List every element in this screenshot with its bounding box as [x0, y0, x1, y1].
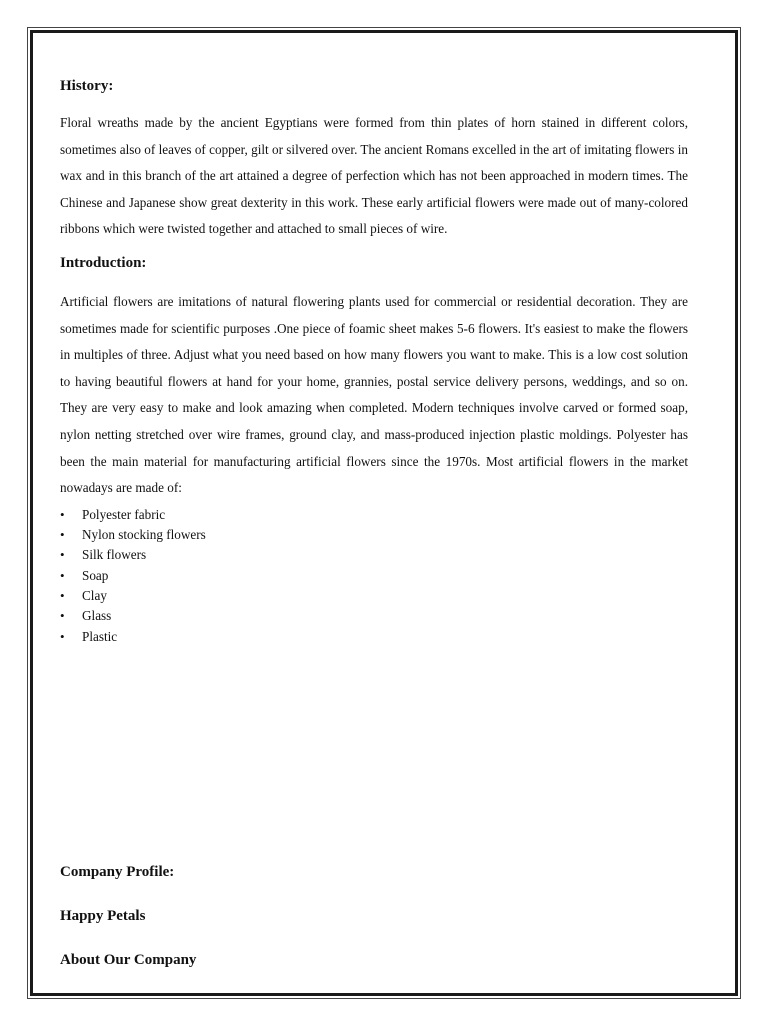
company-section: [60, 862, 196, 994]
list-item: • Glass: [60, 606, 688, 626]
list-item: • Nylon stocking flowers: [60, 525, 688, 545]
about-company-heading: About Our Company: [60, 952, 197, 968]
history-heading: History:: [60, 78, 114, 94]
company-name: Happy Petals: [60, 908, 146, 924]
introduction-paragraph: Artificial flowers are imitations of natural flowering plants used for commercial or residential decoration. They are sometimes made for scientific purposes .One piece of foamic sheet makes 5-6 flowers. It's easiest to make the flowers in multiples of three. Adjust what you need based on how many flowers you want to make. This is a low cost solution to having beautiful flowers at hand for your home, grannies, postal service delivery persons, weddings, and so on. They are very easy to make and look amazing when completed. Modern techniques involve carved or formed soap, nylon netting stretched over wire frames, ground clay, and mass-produced injection plastic moldings. Polyester has been the main material for manufacturing artificial flowers since the 1970s. Most artificial flowers in the market nowadays are made of:: [60, 293, 688, 496]
list-item: • Plastic: [60, 627, 688, 647]
document-content: [60, 76, 688, 647]
introduction-heading: Introduction:: [60, 254, 147, 271]
list-item: • Soap: [60, 566, 688, 586]
list-item: • Silk flowers: [60, 545, 688, 565]
list-item: • Polyester fabric: [60, 505, 688, 525]
materials-list: [60, 505, 688, 647]
history-paragraph: Floral wreaths made by the ancient Egyptians were formed from thin plates of horn stained in different colors, sometimes also of leaves of copper, gilt or silvered over. The ancient Romans excelled in the art of imitating flowers in wax and in this branch of the art attained a degree of perfection which has not been approached in modern times. The Chinese and Japanese show great dexterity in this work. These early artificial flowers were made out of many-colored ribbons which were twisted together and attached to small pieces of wire.: [60, 115, 688, 237]
company-profile-heading: Company Profile:: [60, 864, 175, 880]
list-item: • Clay: [60, 586, 688, 606]
